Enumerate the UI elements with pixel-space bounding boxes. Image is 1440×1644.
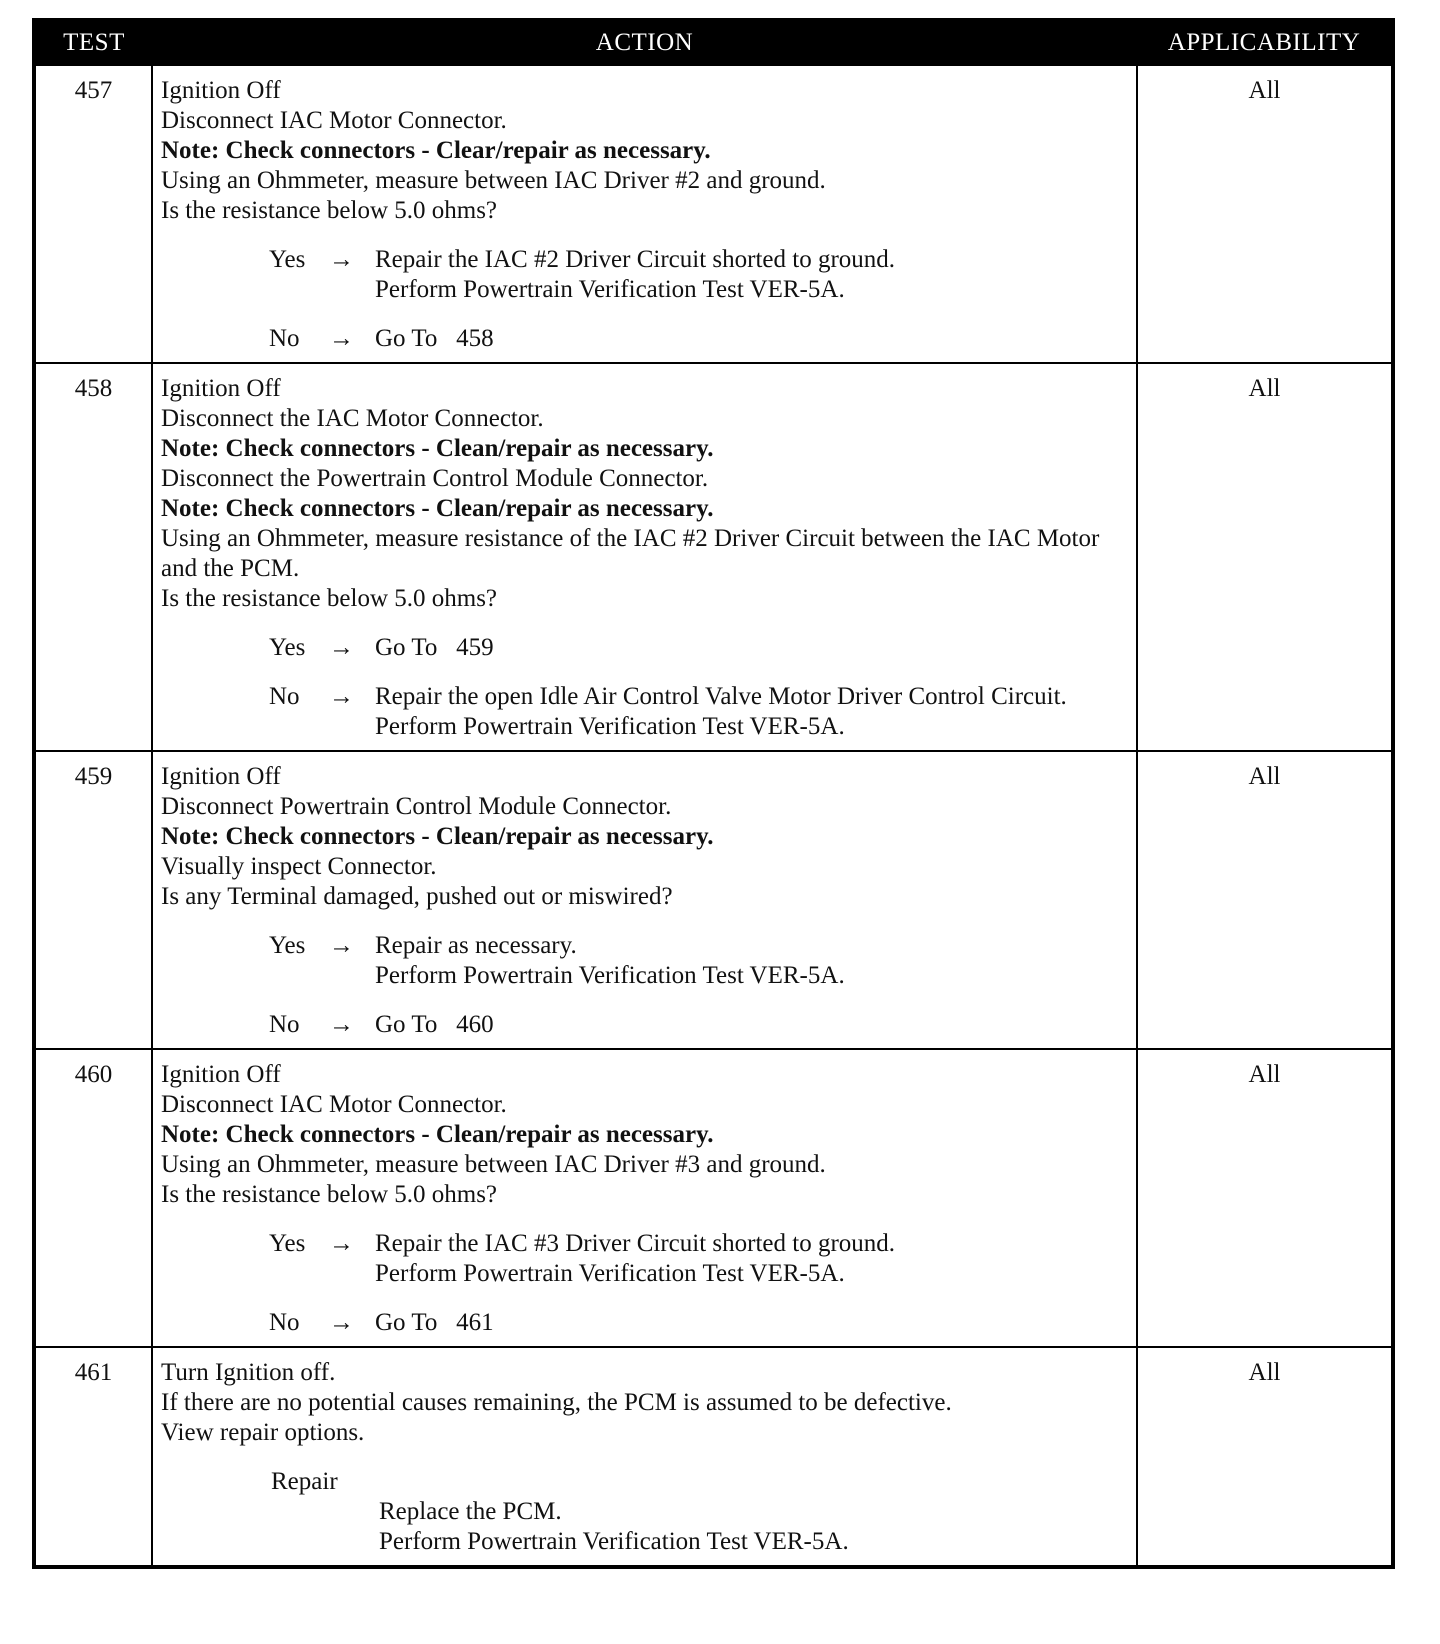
- action-cell: [152, 1049, 1137, 1347]
- repair-label: Repair: [271, 1468, 338, 1495]
- branch-result: [375, 1308, 1128, 1338]
- test-number: 459: [34, 751, 152, 1049]
- arrow-right-icon: →: [329, 683, 354, 710]
- action-cell: [152, 1347, 1137, 1567]
- table-row: [34, 1049, 1393, 1347]
- arrow-right-icon: →: [329, 634, 354, 661]
- repair-result-line: Perform Powertrain Verification Test VER-5A.: [379, 1528, 849, 1555]
- diagnostic-test-table: [32, 18, 1391, 1569]
- header-action: ACTION: [152, 20, 1137, 65]
- result-line: Go To 461: [375, 1309, 494, 1336]
- table-row: [34, 363, 1393, 751]
- result-line: Go To 460: [375, 1011, 494, 1038]
- note-line: Note: Check connectors - Clean/repair as necessary.: [161, 823, 714, 850]
- answer-branch: [161, 245, 1128, 305]
- result-line: Perform Powertrain Verification Test VER-5A.: [375, 713, 845, 740]
- instruction-line: If there are no potential causes remaining, the PCM is assumed to be defective.: [161, 1389, 952, 1416]
- answer-branch: [161, 931, 1128, 991]
- note-line: Note: Check connectors - Clear/repair as necessary.: [161, 137, 711, 164]
- instruction-line: Disconnect Powertrain Control Module Connector.: [161, 793, 672, 820]
- answer-label: Yes: [269, 246, 306, 273]
- instruction-line: Visually inspect Connector.: [161, 853, 437, 880]
- arrow-right-icon: →: [329, 1309, 354, 1336]
- table-header: [34, 20, 1393, 65]
- instruction-line: Ignition Off: [161, 77, 281, 104]
- branch-result: [375, 633, 1128, 663]
- instruction-line: Disconnect IAC Motor Connector.: [161, 107, 507, 134]
- test-table: [32, 18, 1395, 1569]
- arrow-right-icon: →: [329, 1230, 354, 1257]
- note-line: Note: Check connectors - Clean/repair as necessary.: [161, 495, 714, 522]
- action-cell: [152, 65, 1137, 363]
- table-row: [34, 751, 1393, 1049]
- result-line: Repair the IAC #2 Driver Circuit shorted to ground.: [375, 246, 896, 273]
- instruction-line: Using an Ohmmeter, measure between IAC Driver #3 and ground.: [161, 1151, 826, 1178]
- instruction-line: View repair options.: [161, 1419, 365, 1446]
- result-line: Repair the IAC #3 Driver Circuit shorted to ground.: [375, 1230, 896, 1257]
- answer-label: No: [269, 1011, 300, 1038]
- instruction-line: Ignition Off: [161, 375, 281, 402]
- answer-label: Yes: [269, 1230, 306, 1257]
- result-line: Repair as necessary.: [375, 932, 577, 959]
- header-applicability: APPLICABILITY: [1137, 20, 1393, 65]
- answer-branch: [161, 1308, 1128, 1338]
- action-cell: [152, 363, 1137, 751]
- arrow-right-icon: →: [329, 325, 354, 352]
- branch-result: [375, 1229, 1128, 1289]
- answer-branch: [161, 324, 1128, 354]
- result-line: Perform Powertrain Verification Test VER-5A.: [375, 962, 845, 989]
- table-row: [34, 1347, 1393, 1567]
- answer-label: No: [269, 325, 300, 352]
- answer-label: Yes: [269, 932, 306, 959]
- instruction-line: Using an Ohmmeter, measure between IAC Driver #2 and ground.: [161, 167, 826, 194]
- result-line: Repair the open Idle Air Control Valve Motor Driver Control Circuit.: [375, 683, 1067, 710]
- test-number: 461: [34, 1347, 152, 1567]
- arrow-right-icon: →: [329, 932, 354, 959]
- result-line: Perform Powertrain Verification Test VER-5A.: [375, 276, 845, 303]
- instruction-line: Turn Ignition off.: [161, 1359, 336, 1386]
- answer-label: Yes: [269, 634, 306, 661]
- result-line: Perform Powertrain Verification Test VER-5A.: [375, 1260, 845, 1287]
- instruction-line: Is the resistance below 5.0 ohms?: [161, 197, 498, 224]
- arrow-right-icon: →: [329, 1011, 354, 1038]
- applicability-value: All: [1137, 751, 1393, 1049]
- test-number: 460: [34, 1049, 152, 1347]
- instruction-line: Is the resistance below 5.0 ohms?: [161, 1181, 498, 1208]
- instruction-line: Ignition Off: [161, 1061, 281, 1088]
- branch-result: [375, 245, 1128, 305]
- instruction-line: Ignition Off: [161, 763, 281, 790]
- header-test: TEST: [34, 20, 152, 65]
- answer-label: No: [269, 683, 300, 710]
- note-line: Note: Check connectors - Clean/repair as necessary.: [161, 1121, 714, 1148]
- arrow-right-icon: →: [329, 246, 354, 273]
- answer-label: No: [269, 1309, 300, 1336]
- branch-result: [375, 1010, 1128, 1040]
- answer-branch: [161, 633, 1128, 663]
- instruction-line: Using an Ohmmeter, measure resistance of the IAC #2 Driver Circuit between the IAC Motor and the PCM.: [161, 525, 1100, 582]
- instruction-line: Disconnect the IAC Motor Connector.: [161, 405, 544, 432]
- instruction-line: Is the resistance below 5.0 ohms?: [161, 585, 498, 612]
- instruction-line: Is any Terminal damaged, pushed out or miswired?: [161, 883, 673, 910]
- instruction-line: Disconnect IAC Motor Connector.: [161, 1091, 507, 1118]
- applicability-value: All: [1137, 65, 1393, 363]
- answer-branch: [161, 682, 1128, 742]
- instruction-line: Disconnect the Powertrain Control Module Connector.: [161, 465, 709, 492]
- applicability-value: All: [1137, 1049, 1393, 1347]
- result-line: Go To 459: [375, 634, 494, 661]
- action-cell: [152, 751, 1137, 1049]
- test-number: 457: [34, 65, 152, 363]
- branch-result: [375, 324, 1128, 354]
- branch-result: [375, 682, 1128, 742]
- branch-result: [375, 931, 1128, 991]
- table-row: [34, 65, 1393, 363]
- result-line: Go To 458: [375, 325, 494, 352]
- applicability-value: All: [1137, 363, 1393, 751]
- note-line: Note: Check connectors - Clean/repair as necessary.: [161, 435, 714, 462]
- answer-branch: [161, 1010, 1128, 1040]
- applicability-value: All: [1137, 1347, 1393, 1567]
- answer-branch: [161, 1229, 1128, 1289]
- test-number: 458: [34, 363, 152, 751]
- repair-result-line: Replace the PCM.: [379, 1498, 562, 1525]
